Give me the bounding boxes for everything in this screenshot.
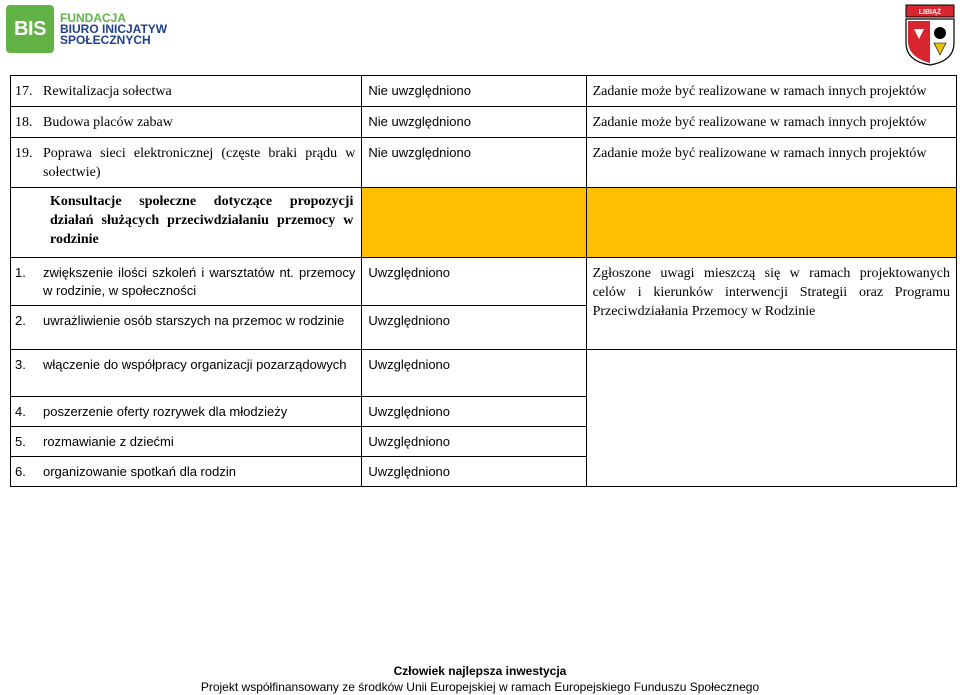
- row-proposal: uwrażliwienie osób starszych na przemoc w rodzinie: [43, 313, 345, 328]
- footer-note: Projekt współfinansowany ze środków Unii Europejskiej w ramach Europejskiego Funduszu Społecznego: [200, 680, 760, 694]
- row-status: Uwzględniono: [368, 404, 451, 419]
- row-proposal: organizowanie spotkań dla rodzin: [43, 464, 236, 479]
- row-number: 19.: [15, 146, 33, 161]
- bis-logo-text: [60, 10, 168, 47]
- row-proposal: poszerzenie oferty rozrywek dla młodzieży: [43, 404, 288, 419]
- crest-text: LIBIĄŻ: [918, 9, 942, 16]
- row-status: Uwzględniono: [368, 313, 451, 328]
- row-proposal: rozmawianie z dziećmi: [43, 434, 174, 449]
- bis-logo-line2: BIURO INICJATYW: [60, 21, 168, 36]
- section-fill: [586, 188, 956, 258]
- row-number: 17.: [15, 84, 33, 99]
- row-proposal: zwiększenie ilości szkoleń i warsztatów nt. przemocy w rodzinie, w społeczności: [43, 265, 356, 298]
- row-proposal: Rewitalizacja sołectwa: [43, 84, 172, 99]
- row-number: 4.: [15, 404, 26, 419]
- row-comment: Zadanie może być realizowane w ramach innych projektów: [592, 84, 927, 99]
- bis-logo-line1: FUNDACJA: [60, 10, 126, 25]
- row-number: 1.: [15, 265, 26, 280]
- row-status: Nie uwzględniono: [368, 114, 471, 129]
- bis-badge: BIS: [6, 5, 54, 53]
- bis-logo-line3: SPOŁECZNYCH: [60, 32, 151, 47]
- row-number: 5.: [15, 434, 26, 449]
- table-row: [11, 258, 957, 306]
- section-fill: [362, 188, 586, 258]
- section-header-row: [11, 188, 957, 258]
- table-row: [11, 350, 957, 397]
- table-row: [11, 107, 957, 138]
- row-comment: Zadanie może być realizowane w ramach innych projektów: [592, 146, 927, 161]
- consultation-table: [10, 75, 957, 487]
- bis-logo: [6, 4, 167, 54]
- table-row: [11, 76, 957, 107]
- row-proposal: Poprawa sieci elektronicznej (częste braki prądu w sołectwie): [43, 146, 356, 180]
- row-status: Uwzględniono: [368, 464, 451, 479]
- row-status: Uwzględniono: [368, 434, 451, 449]
- row-status: Nie uwzględniono: [368, 145, 471, 160]
- footer-title: Człowiek najlepsza inwestycja: [393, 664, 567, 678]
- row-status: Uwzględniono: [368, 357, 451, 372]
- row-status: Uwzględniono: [368, 265, 451, 280]
- row-number: 3.: [15, 357, 26, 372]
- empty-comment-cell: [586, 350, 956, 487]
- row-status: Nie uwzględniono: [368, 83, 471, 98]
- merged-comment: Zgłoszone uwagi mieszczą się w ramach projektowanych celów i kierunków interwencji Strategii oraz Programu Przeciwdziałania Przemocy w Rodzinie: [592, 266, 950, 319]
- row-number: 2.: [15, 313, 26, 328]
- libiaz-crest-icon: [904, 3, 956, 67]
- section-title: Konsultacje społeczne dotyczące propozycji działań służących przeciwdziałaniu przemocy w rodzinie: [50, 194, 354, 247]
- row-comment: Zadanie może być realizowane w ramach innych projektów: [592, 115, 927, 130]
- table-row: [11, 138, 957, 188]
- row-proposal: Budowa placów zabaw: [43, 115, 173, 130]
- row-number: 18.: [15, 115, 33, 130]
- row-proposal: włączenie do współpracy organizacji pozarządowych: [43, 357, 347, 372]
- row-number: 6.: [15, 464, 26, 479]
